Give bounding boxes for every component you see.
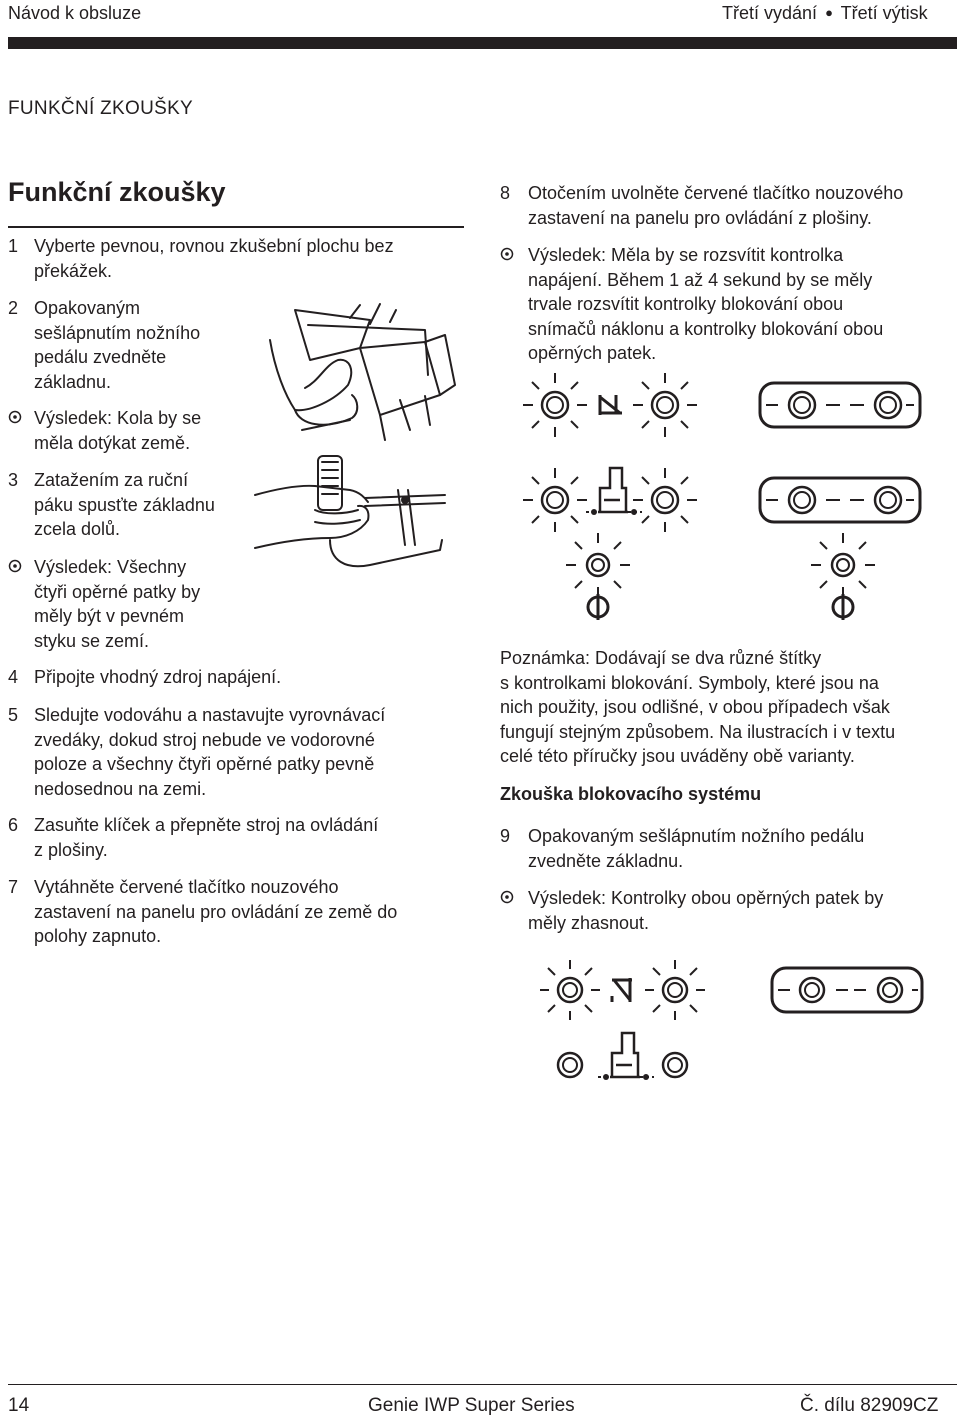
step-3 bbox=[8, 468, 248, 542]
step-text-line: Vytáhněte červené tlačítko nouzového bbox=[34, 877, 339, 897]
note-text-line: fungují stejným způsobem. Na ilustracích i v textu bbox=[500, 721, 896, 742]
step-6 bbox=[8, 813, 468, 863]
step-text-line: zastavení na panelu pro ovládání ze země do bbox=[34, 901, 398, 922]
step-number: 3 bbox=[8, 470, 19, 490]
section-title: FUNKČNÍ ZKOUŠKY bbox=[8, 98, 194, 119]
title-divider bbox=[8, 226, 464, 228]
result-text-line: napájení. Během 1 až 4 sekund by se měly bbox=[528, 269, 873, 290]
result-text-line: měly být v pevném bbox=[34, 606, 185, 626]
power-indicator-icon bbox=[566, 533, 630, 620]
note-text-line: Poznámka: Dodávají se dva různé štítky bbox=[500, 648, 822, 668]
tilt-interlock-icon bbox=[612, 978, 632, 1002]
step-text-line: Opakovaným bbox=[34, 298, 141, 318]
step-text-line: polohy zapnuto. bbox=[34, 926, 162, 946]
lit-indicator-light-icon bbox=[633, 373, 697, 437]
step-7 bbox=[8, 875, 468, 949]
lit-indicator-light-icon bbox=[875, 487, 901, 513]
result-1 bbox=[8, 406, 248, 456]
lit-indicator-light-icon bbox=[875, 392, 901, 418]
lit-indicator-light-icon bbox=[540, 960, 600, 1020]
foot-pedal-illustration bbox=[250, 300, 470, 450]
result-text-line: styku se zemí. bbox=[34, 630, 150, 651]
step-number: 2 bbox=[8, 298, 19, 318]
step-text-line: zvedáky, dokud stroj nebude ve vodorovné bbox=[34, 729, 375, 750]
result-text-line: trvale rozsvítit kontrolky blokování obou bbox=[528, 294, 844, 314]
step-text-line: poloze a všechny čtyři opěrné patky pevně bbox=[34, 754, 375, 774]
step-text-line: z plošiny. bbox=[34, 839, 108, 860]
step-number: 8 bbox=[500, 183, 511, 203]
result-text-line: čtyři opěrné patky by bbox=[34, 581, 201, 602]
tilt-symbol-panel bbox=[760, 478, 920, 522]
step-4 bbox=[8, 665, 468, 691]
footer-rule bbox=[8, 1384, 957, 1385]
result-4 bbox=[500, 886, 960, 936]
step-text-line: Zasuňte klíček a přepněte stroj na ovládání bbox=[34, 815, 379, 835]
step-number: 6 bbox=[8, 815, 19, 835]
step-2 bbox=[8, 296, 248, 394]
step-text-line: zvedněte základnu. bbox=[528, 850, 684, 871]
step-text-line: páku spusťte základnu bbox=[34, 494, 215, 515]
step-text-line: Připojte vhodný zdroj napájení. bbox=[34, 667, 282, 687]
tilt-interlock-icon bbox=[600, 395, 622, 415]
result-text-line: měly zhasnout. bbox=[528, 912, 650, 933]
note bbox=[500, 646, 960, 770]
step-1 bbox=[8, 234, 468, 284]
lit-indicator-light-icon bbox=[523, 373, 587, 437]
step-text-line: Sledujte vodováhu a nastavujte vyrovnávací bbox=[34, 705, 386, 725]
unlit-indicator-light-icon bbox=[800, 978, 824, 1002]
lit-indicator-light-icon bbox=[523, 468, 587, 532]
lit-indicator-light-icon bbox=[633, 468, 697, 532]
result-text-line: opěrných patek. bbox=[528, 343, 657, 363]
footer-part-number: Č. dílu 82909CZ bbox=[800, 1395, 939, 1416]
step-number: 5 bbox=[8, 705, 19, 725]
outrigger-symbol-panel bbox=[558, 1033, 687, 1080]
outrigger-interlock-panel bbox=[760, 383, 920, 427]
step-text-line: Zatažením za ruční bbox=[34, 470, 189, 490]
step-5 bbox=[8, 703, 468, 801]
step-text-line: pedálu zvedněte bbox=[34, 347, 167, 367]
power-indicator-icon bbox=[811, 533, 875, 620]
indicators-lit-illustration bbox=[510, 370, 950, 640]
note-text-line: celé této příručky jsou uváděny obě varianty. bbox=[500, 746, 855, 766]
step-text-line: základnu. bbox=[34, 371, 112, 392]
result-text-line: snímačů náklonu a kontrolky blokování obou bbox=[528, 318, 884, 339]
unlit-indicator-light-icon bbox=[878, 978, 902, 1002]
outrigger-interlock-panel bbox=[772, 968, 922, 1012]
step-text-line: Vyberte pevnou, rovnou zkušební plochu bez bbox=[34, 236, 394, 256]
page-title: Funkční zkoušky bbox=[8, 177, 226, 207]
note-text-line: s kontrolkami blokování. Symboly, které jsou na bbox=[500, 672, 879, 693]
result-2 bbox=[8, 555, 248, 653]
lit-indicator-light-icon bbox=[789, 392, 815, 418]
result-text-line: Výsledek: Měla by se rozsvítit kontrolka bbox=[528, 245, 844, 265]
result-text-line: Výsledek: Všechny bbox=[34, 557, 187, 577]
bullet-separator-icon: ● bbox=[825, 5, 833, 20]
page-number: 14 bbox=[8, 1395, 30, 1416]
tilt-interlock-panel bbox=[540, 960, 705, 1020]
result-bullet-icon bbox=[500, 247, 514, 261]
header-printing-text: Třetí výtisk bbox=[840, 3, 928, 23]
step-number: 7 bbox=[8, 877, 19, 897]
header-bar bbox=[8, 37, 957, 49]
lit-indicator-light-icon bbox=[789, 487, 815, 513]
header-manual-title: Návod k obsluze bbox=[8, 3, 142, 23]
note-text-line: nich použity, jsou odlišné, v obou případech však bbox=[500, 697, 890, 717]
result-bullet-icon bbox=[8, 410, 22, 424]
tilt-interlock-panel bbox=[523, 373, 697, 437]
outrigger-symbol-panel bbox=[523, 468, 697, 532]
step-number: 9 bbox=[500, 826, 511, 846]
header-edition bbox=[722, 3, 928, 24]
indicators-off-illustration bbox=[530, 955, 930, 1095]
unlit-indicator-light-icon bbox=[663, 1053, 687, 1077]
step-9 bbox=[500, 824, 960, 874]
result-text-line: měla dotýkat země. bbox=[34, 432, 191, 453]
header-edition-text: Třetí vydání bbox=[722, 3, 818, 23]
step-8 bbox=[500, 181, 960, 231]
unlit-indicator-light-icon bbox=[558, 1053, 582, 1077]
step-text-line: zastavení na panelu pro ovládání z plošiny. bbox=[528, 207, 872, 228]
footer-product: Genie IWP Super Series bbox=[368, 1395, 575, 1416]
step-text-line: sešlápnutím nožního bbox=[34, 322, 201, 343]
step-text-line: nedosednou na zemi. bbox=[34, 778, 207, 799]
result-text-line: Výsledek: Kontrolky obou opěrných patek by bbox=[528, 888, 884, 908]
result-bullet-icon bbox=[500, 890, 514, 904]
step-number: 1 bbox=[8, 236, 19, 256]
hand-lever-illustration bbox=[250, 450, 450, 575]
step-number: 4 bbox=[8, 667, 19, 687]
result-text-line: Výsledek: Kola by se bbox=[34, 408, 202, 428]
subheading-interlock-test: Zkouška blokovacího systému bbox=[500, 784, 762, 804]
outrigger-interlock-icon bbox=[598, 1033, 654, 1080]
step-text-line: zcela dolů. bbox=[34, 519, 121, 539]
result-3 bbox=[500, 243, 960, 367]
outrigger-interlock-icon bbox=[586, 468, 642, 515]
lit-indicator-light-icon bbox=[645, 960, 705, 1020]
step-text-line: překážek. bbox=[34, 260, 113, 281]
step-text-line: Opakovaným sešlápnutím nožního pedálu bbox=[528, 826, 865, 846]
step-text-line: Otočením uvolněte červené tlačítko nouzového bbox=[528, 183, 904, 203]
result-bullet-icon bbox=[8, 559, 22, 573]
